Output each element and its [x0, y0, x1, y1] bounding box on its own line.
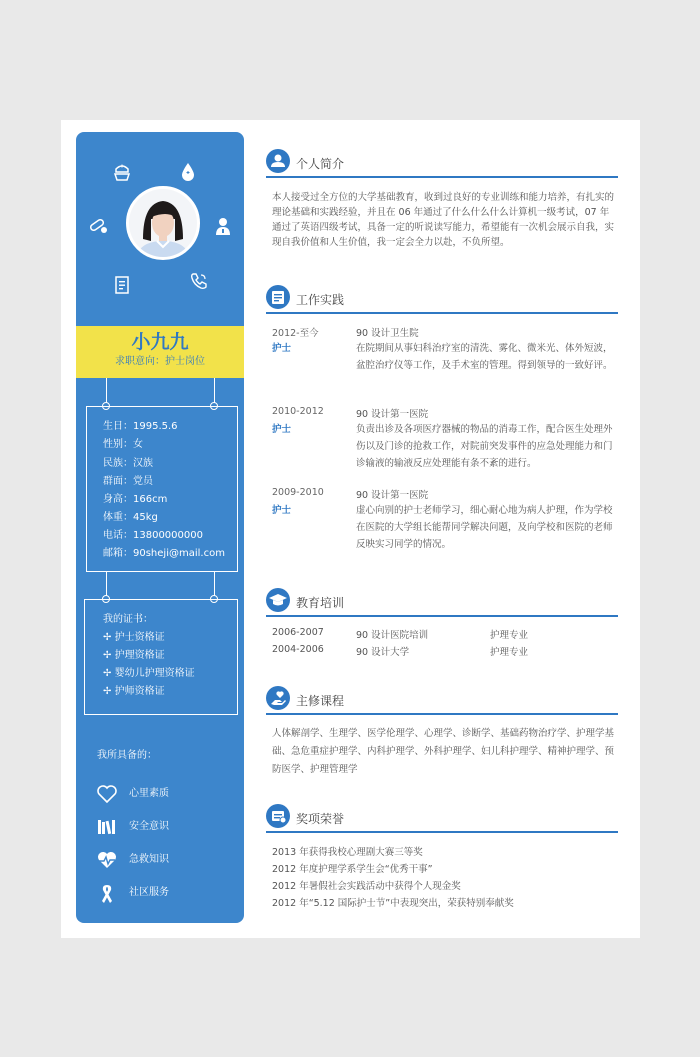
job-role: 护士 — [272, 505, 292, 516]
job-organization: 90 设计卫生院 — [356, 328, 419, 339]
sparkle-icon: ✢ — [103, 668, 112, 679]
job-role: 护士 — [272, 343, 292, 354]
job-entry — [272, 325, 618, 395]
job-intent: 求职意向：护士岗位 — [115, 356, 205, 367]
education-major: 护理专业 — [490, 647, 529, 658]
certificate-item: ✢ 护士资格证 — [103, 632, 165, 643]
job-description: 在院期间从事妇科治疗室的清洗、雾化、微米光、体外短波，盆腔治疗仪等工作，及手术室的管理。得到领导的一致好评。 — [356, 343, 613, 371]
education-major: 护理专业 — [490, 630, 529, 641]
award-icon — [266, 804, 290, 828]
certificate-item: ✢ 护理资格证 — [103, 650, 165, 661]
document-icon — [114, 276, 130, 298]
skills-title: 我所具备的： — [97, 750, 157, 761]
candidate-name: 小九九 — [131, 331, 189, 353]
section-divider — [266, 831, 618, 833]
job-organization: 90 设计第一医院 — [356, 490, 429, 501]
section-divider — [266, 176, 618, 178]
section-title: 个人简介 — [296, 157, 345, 171]
info-political: 群面：党员 — [103, 476, 153, 487]
ribbon-icon — [96, 884, 118, 904]
briefcase-icon — [266, 285, 290, 309]
certificates-box — [84, 599, 238, 715]
education-period: 2006-2007 — [272, 627, 324, 638]
info-gender: 性别：女 — [103, 439, 143, 450]
sparkle-icon: ✢ — [103, 650, 112, 661]
intro-text: 本人接受过全方位的大学基础教育，收到过良好的专业训练和能力培养，有扎实的理论基础和实践经验，并且在 06 年通过了什么什么什么计算机一级考试，07 年通过了英语四级考试，具备一定的听说读写能力，希望能有一次机会展示自我，实现自我价值和人生价值，我一定会全力以赴，不负所望。 — [272, 192, 615, 248]
graduation-cap-icon — [266, 588, 290, 612]
info-weight: 体重：45kg — [103, 512, 158, 523]
drop-icon — [180, 162, 196, 186]
connector — [106, 378, 107, 405]
person-icon — [266, 149, 290, 173]
avatar — [126, 186, 200, 260]
section-divider — [266, 615, 618, 617]
education-school: 90 设计大学 — [356, 647, 410, 658]
job-entry — [272, 406, 618, 476]
pill-icon — [88, 216, 108, 238]
job-role: 护士 — [272, 424, 292, 435]
section-divider — [266, 713, 618, 715]
certificates-title: 我的证书： — [103, 614, 153, 625]
sparkle-icon: ✢ — [103, 632, 112, 643]
section-awards — [266, 804, 618, 834]
nurse-cap-icon — [112, 160, 132, 186]
job-entry — [272, 487, 618, 557]
phone-icon — [190, 272, 208, 294]
education-period: 2004-2006 — [272, 644, 324, 655]
sparkle-icon: ✢ — [103, 686, 112, 697]
certificate-item: ✢ 护师资格证 — [103, 686, 165, 697]
section-courses — [266, 686, 618, 716]
sidebar: 小九九 求职意向：护士岗位 生日：1995.5.6 性别：女 民族：汉族 群面：党员 身高：166cm 体重：45kg 电话：13800000000 邮箱：90sheji@mail.com 我的证书： ✢ 护士资格证 ✢ 护理资格证 ✢ 婴幼儿护理资格证 ✢ 护师资格证 我所具备的： 心里素质 安全意识 急救知识 社区服务 — [76, 132, 244, 923]
award-item: 2013 年获得我校心理剧大赛三等奖 — [272, 847, 423, 858]
certificate-item: ✢ 婴幼儿护理资格证 — [103, 668, 195, 679]
award-item: 2012 年度护理学系学生会“优秀干事” — [272, 864, 433, 875]
education-school: 90 设计医院培训 — [356, 630, 429, 641]
info-phone: 电话：13800000000 — [103, 530, 203, 541]
basic-info-box — [86, 406, 238, 572]
section-education — [266, 588, 618, 618]
job-period: 2010-2012 — [272, 406, 324, 417]
heart-outline-icon — [96, 785, 118, 803]
courses-text: 人体解剖学、生理学、医学伦理学、心理学、诊断学、基础药物治疗学、护理学基础、急危重症护理学、内科护理学、外科护理学、妇儿科护理学、精神护理学、预防医学、护理管理学 — [272, 728, 615, 775]
info-birthday: 生日：1995.5.6 — [103, 421, 178, 432]
name-banner — [76, 326, 244, 378]
job-period: 2009-2010 — [272, 487, 324, 498]
doctor-icon — [214, 216, 232, 240]
connector — [214, 378, 215, 405]
section-intro — [266, 149, 618, 179]
section-title: 工作实践 — [296, 293, 345, 307]
job-description: 虚心向别的护士老师学习，细心耐心地为病人护理，作为学校在医院的大学组长能帮同学解决问题，及向学校和医院的老师反映实习同学的情况。 — [356, 505, 613, 550]
info-email: 邮箱：90sheji@mail.com — [103, 548, 225, 559]
info-height: 身高：166cm — [103, 494, 168, 505]
job-organization: 90 设计第一医院 — [356, 409, 429, 420]
award-item: 2012 年“5.12 国际护士节”中表现突出，荣获特别奉献奖 — [272, 898, 514, 909]
section-work — [266, 285, 618, 315]
section-divider — [266, 312, 618, 314]
section-title: 教育培训 — [296, 596, 345, 610]
section-title: 主修课程 — [296, 694, 345, 708]
info-ethnicity: 民族：汉族 — [103, 458, 153, 469]
job-period: 2012-至今 — [272, 328, 319, 339]
hand-heart-icon — [266, 686, 290, 710]
heartbeat-icon — [96, 851, 118, 869]
books-icon — [96, 818, 118, 836]
section-title: 奖项荣誉 — [296, 812, 345, 826]
job-description: 负责出诊及各项医疗器械的物品的消毒工作，配合医生处理外伤以及门诊的抢救工作，对院前突发事件的应急处理能力和门诊输液的输液反应处理能有条不紊的进行。 — [356, 424, 613, 469]
award-item: 2012 年暑假社会实践活动中获得个人现金奖 — [272, 881, 461, 892]
